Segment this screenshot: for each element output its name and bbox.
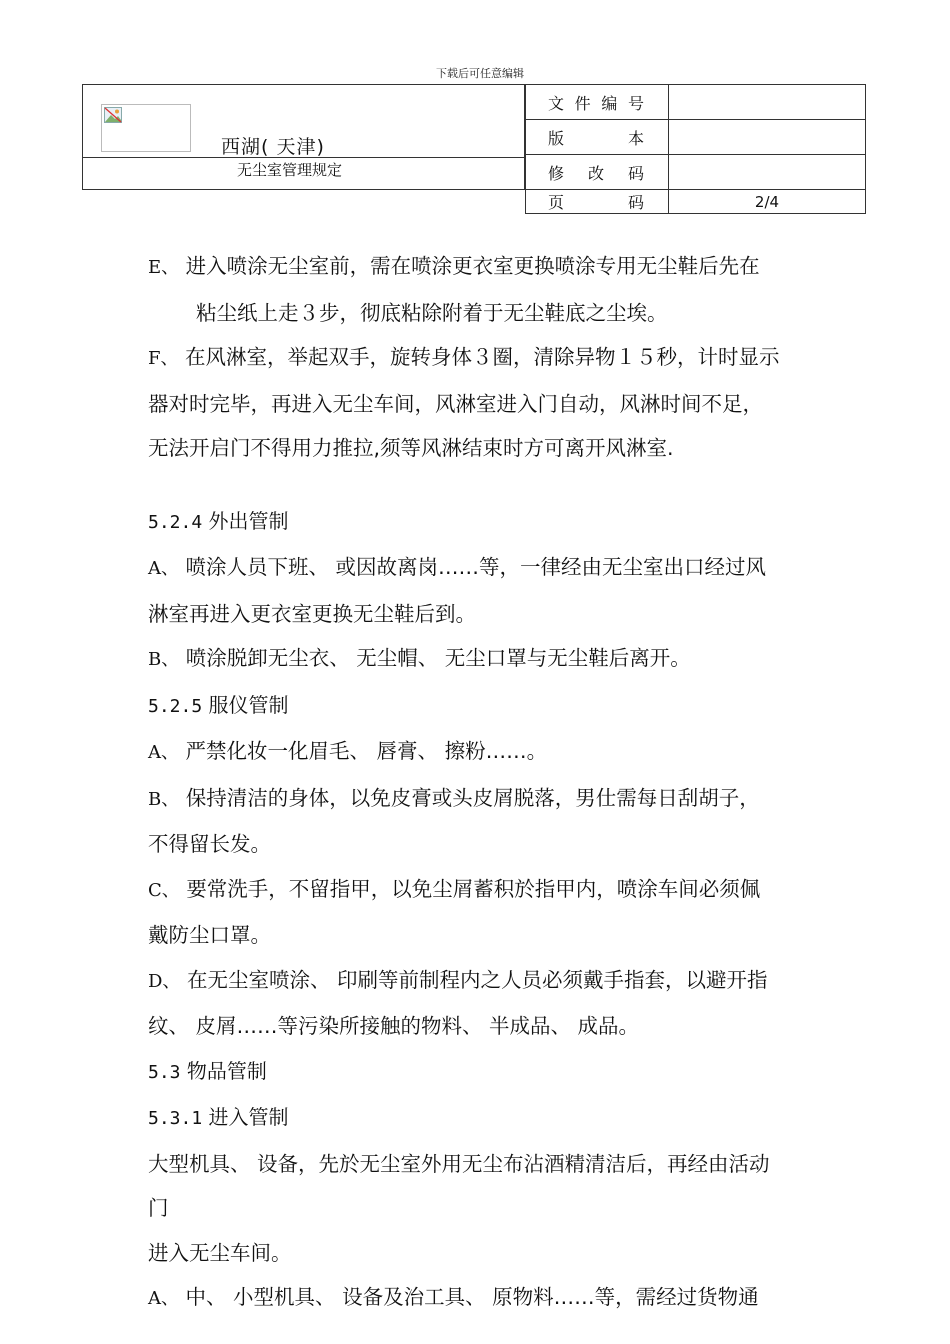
item-marker: D、: [148, 970, 181, 992]
item-e-line1: [148, 244, 868, 291]
item-c-line1: [148, 867, 868, 914]
meta-row-revision: [526, 155, 866, 190]
item-marker: C、: [148, 879, 180, 901]
meta-key: [526, 85, 669, 120]
section-heading-5-3-1: [148, 1095, 868, 1142]
item-marker: A、: [148, 742, 179, 763]
meta-row-version: [526, 120, 866, 155]
paragraph-text: 喷涂脱卸无尘衣、 无尘帽、 无尘口罩与无尘鞋后离开。: [185, 646, 691, 670]
paragraph-text: 进入喷涂无尘室前，需在喷涂更衣室更换喷涂专用无尘鞋后先在: [185, 254, 760, 278]
meta-value: [669, 120, 866, 155]
meta-key: [526, 120, 669, 155]
meta-key-text: [548, 161, 646, 184]
meta-key-text: [548, 91, 646, 114]
meta-key-char: 文: [548, 93, 567, 113]
item-marker: F、: [148, 348, 179, 369]
section-number: 5.3.1: [148, 1108, 203, 1129]
logo-placeholder: [101, 104, 191, 152]
paragraph-text: 中、 小型机具、 设备及治工具、 原物料……等，需经过货物通: [185, 1285, 759, 1309]
item-marker: A、: [148, 558, 179, 579]
item-f-line1: [148, 335, 868, 382]
paragraph-text: 在无尘室喷涂、 印刷等前制程内之人员必须戴手指套，以避开指: [186, 967, 768, 992]
header-divider: [83, 157, 524, 158]
meta-key-char: 件: [574, 93, 593, 113]
paragraph-text: 纹、 皮屑……等污染所接触的物料、 半成品、 成品。: [148, 1014, 640, 1038]
paragraph-text: 喷涂人员下班、 或因故离岗……等，一律经由无尘室出口经过风: [185, 555, 767, 579]
section-number: 5.2.5: [148, 695, 203, 717]
meta-key: [526, 190, 669, 214]
company-name: 西湖( 天津): [221, 136, 325, 158]
section-number: 5.2.4: [148, 511, 203, 533]
meta-key: [526, 155, 669, 190]
paragraph-text: 器对时完毕，再进入无尘车间，风淋室进入门自动，风淋时间不足，: [148, 391, 763, 416]
item-marker: E、: [148, 257, 180, 278]
item-b-line1: [148, 636, 868, 683]
meta-key-char: 本: [627, 128, 646, 148]
paragraph-text: 不得留长发。: [148, 832, 271, 856]
item-a-line1: [148, 1275, 868, 1322]
section-title: 外出管制: [208, 508, 289, 533]
paragraph-text: 门: [148, 1196, 169, 1220]
paragraph-text: 粘尘纸上走３步，彻底粘除附着于无尘鞋底之尘埃。: [196, 300, 668, 325]
meta-key-char: 页: [548, 193, 567, 212]
item-marker: A、: [148, 1288, 179, 1309]
meta-key-char: 号: [627, 93, 646, 113]
paragraph-text: 大型机具、 设备，先於无尘室外用无尘布沾酒精清洁后，再经由活动: [148, 1151, 770, 1176]
item-marker: B、: [148, 788, 180, 810]
document-title: 无尘室管理规定: [237, 161, 343, 179]
paragraph-text: 淋室再进入更衣室更换无尘鞋后到。: [148, 601, 476, 626]
paragraph-text: 在风淋室，举起双手，旋转身体３圈，清除异物１５秒，计时显示: [185, 345, 780, 369]
meta-key-char: 改: [587, 163, 606, 183]
meta-key-char: 修: [548, 163, 567, 183]
item-marker: B、: [148, 649, 180, 670]
item-a-line1: [148, 729, 868, 776]
section-heading-5-3: [148, 1049, 868, 1096]
item-b-line1: [148, 776, 868, 823]
document-meta-table: [525, 84, 866, 214]
top-note: 下载后可任意编辑: [436, 67, 524, 80]
meta-key-text: [548, 190, 646, 213]
meta-key-char: 编: [601, 93, 620, 113]
meta-row-doc-number: [526, 85, 866, 120]
meta-value: [669, 155, 866, 190]
item-d-line1: [148, 958, 868, 1005]
meta-row-page: [526, 190, 866, 214]
meta-value: 2/4: [669, 190, 866, 214]
paragraph-text: 进入无尘车间。: [148, 1240, 292, 1265]
paragraph-text: 戴防尘口罩。: [148, 923, 271, 947]
meta-value: [669, 85, 866, 120]
meta-key-char: 码: [627, 193, 646, 212]
section-title: 物品管制: [186, 1058, 267, 1083]
section-heading-5-2-5: [148, 683, 868, 730]
paragraph-text: 无法开启门不得用力推拉,须等风淋结束时方可离开风淋室.: [148, 436, 674, 460]
meta-key-char: 码: [627, 163, 646, 183]
spacer: [148, 471, 868, 499]
header-title-block: [82, 84, 525, 190]
document-body: [148, 244, 868, 1322]
meta-key-char: 版: [548, 128, 567, 148]
section-heading-5-2-4: [148, 499, 868, 546]
paragraph-text: 保持清洁的身体，以免皮膏或头皮屑脱落，男仕需每日刮胡子，: [185, 785, 760, 810]
meta-key-text: [548, 126, 646, 149]
section-title: 进入管制: [208, 1105, 289, 1129]
section-title: 服仪管制: [208, 692, 289, 717]
broken-image-icon: [104, 107, 122, 123]
item-a-line1: [148, 545, 868, 592]
paragraph-text: 严禁化妆一化眉毛、 唇膏、 擦粉……。: [185, 739, 548, 763]
section-number: 5.3: [148, 1061, 181, 1083]
paragraph-text: 要常洗手，不留指甲，以免尘屑蓄积於指甲内，喷涂车间必须佩: [186, 876, 761, 901]
